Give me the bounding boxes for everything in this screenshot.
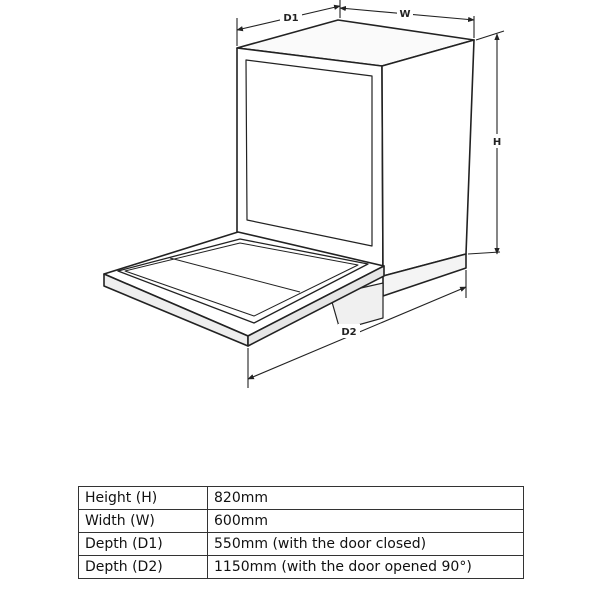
- table-row: [79, 556, 524, 579]
- dimension-label-d1: D1: [283, 13, 299, 24]
- table-row: [79, 487, 524, 510]
- dimension-label-h: H: [492, 137, 502, 148]
- spec-value-depth-d2: 1150mm (with the door opened 90°): [208, 556, 524, 579]
- spec-value-width: 600mm: [208, 510, 524, 533]
- dimension-label-d2: D2: [341, 327, 357, 338]
- spec-label-width: Width (W): [79, 510, 208, 533]
- spec-value-depth-d1: 550mm (with the door closed): [208, 533, 524, 556]
- spec-label-height: Height (H): [79, 487, 208, 510]
- dishwasher-body: [104, 20, 474, 346]
- table-row: [79, 533, 524, 556]
- spec-label-depth-d2: Depth (D2): [79, 556, 208, 579]
- table-row: [79, 510, 524, 533]
- dimensions-table: [78, 486, 524, 579]
- spec-label-depth-d1: Depth (D1): [79, 533, 208, 556]
- dimension-label-w: W: [399, 9, 411, 20]
- spec-value-height: 820mm: [208, 487, 524, 510]
